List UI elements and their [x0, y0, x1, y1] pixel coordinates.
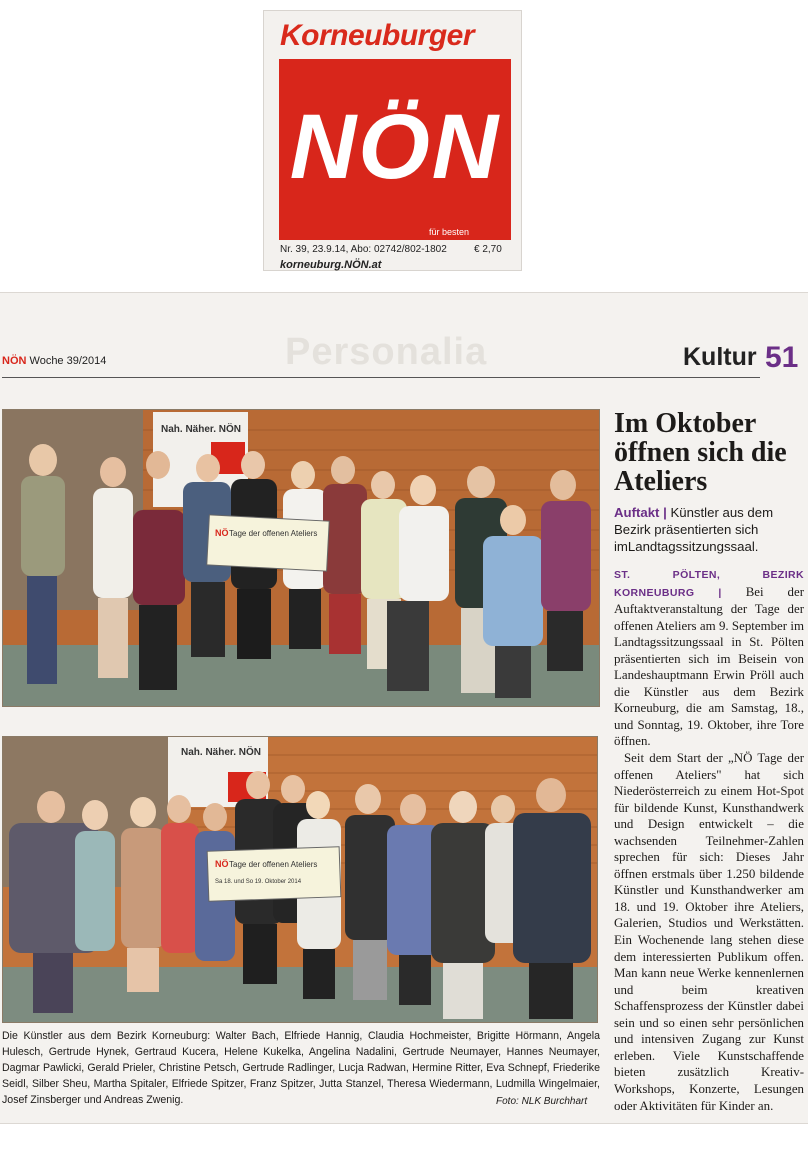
masthead-title: Korneuburger: [280, 19, 475, 52]
banner-text-1: Nah. Näher. NÖN: [161, 424, 242, 435]
body-paragraph-1-text: Bei der Auftaktveranstaltung der Tage der offenen Ateliers am 9. September im Landtagssitzungssaal in St. Pölten präsentierten sich im Beisein von Landeshauptmann Erwin Pröll auch die Künstler aus dem Bezirk Korneuburg, die am Samstag, 18., und Sonntag, 19. Oktober, ihre Tore öffnen.: [614, 584, 804, 749]
masthead-clipping: [263, 10, 522, 271]
article-title: Im Oktober öffnen sich die Ateliers: [614, 408, 787, 497]
issue-info: Nr. 39, 23.9.14, Abo: 02742/802-1802: [280, 244, 447, 255]
check-brand-2: NÖ: [215, 859, 229, 869]
page-number: 51: [765, 341, 799, 374]
bleed-through-heading: Personalia: [285, 331, 488, 373]
week-label: Woche 39/2014: [29, 355, 107, 367]
website-url: korneuburg.NÖN.at: [280, 259, 382, 271]
price: € 2,70: [474, 244, 502, 255]
article-column: [614, 409, 804, 1114]
photo-caption: Die Künstler aus dem Bezirk Korneuburg: Walter Bach, Elfriede Hannig, Claudia Hochmeister, Brigitte Hörmann, Angela Hulesch, Gertrude Hynek, Gertraud Kucera, Helene Kukelka, Angelina Nadalini, Gertrude Neumayer, Hannes Neumayer, Dagmar Pawlicki, Gerald Prieler, Christine Petsch, Gertrude Radlinger, Lucja Radwan, Hermine Ritter, Eva Schnepf, Friederike Seidl, Silber Sheu, Martha Spitaler, Elfriede Spitzer, Franz Spitzer, Jutta Stanzel, Theresa Wiedermann, Ludmilla Wingelmaier, Josef Zinsberger und Andreas Zwenig.: [2, 1030, 600, 1106]
group-photo-1: [2, 409, 600, 707]
banner-text-2: Nah. Näher. NÖN: [181, 747, 262, 758]
lead-text: Künstler aus dem Bezirk präsentierten sich imLandtagssitzungssaal.: [614, 505, 774, 554]
check-subtitle-2: Sa 18. und So 19. Oktober 2014: [215, 879, 302, 885]
article-body: [614, 566, 804, 1114]
masthead-slogan: für besten: [429, 227, 470, 237]
check-title-1: Tage der offenen Ateliers: [229, 529, 318, 538]
group-photo-2: [2, 736, 598, 1023]
article-lead: [614, 504, 804, 555]
noen-logo-text: NÖN: [289, 96, 501, 198]
body-paragraph-1: [614, 566, 804, 750]
group-photo-2-image: [3, 737, 598, 1023]
article-clipping: [0, 292, 808, 1124]
page-header-brand: [2, 355, 106, 367]
section-title: Kultur: [683, 343, 757, 371]
check-brand-1: NÖ: [215, 528, 229, 538]
lead-kicker: Auftakt |: [614, 505, 667, 520]
dateline: ST. PÖLTEN, BEZIRK KORNEUBURG |: [614, 569, 804, 599]
body-paragraph-2: Seit dem Start der „NÖ Tage der offenen Ateliers" hat sich Niederösterreich zu einem Hot-Spot für bildende Kunst, Kunsthandwerk und Design entwickelt – die wachsenden Teilnehmer-Zahlen sprechen für sich: Dieses Jahr öffnen erstmals über 1.250 bildende Künstler und Kunsthandwerker am 18. und 19. Oktober ihre Ateliers, Galerien, Studios und Werkstätten. Ein Wochenende lang stehen diese dem interessierten Publikum offen. Man kann neue Werke kennenlernen und beim kreativen Schaffensprozess der Künstler dabei sein und so einen sehr persönlichen und intensiven Zugang zur Kunst erleben. Viele Kunstschaffende bieten zusätzlich Kreativ-Workshops, Konzerte, Lesungen oder Aktivitäten für Kinder an.: [614, 751, 804, 1113]
group-photo-1-image: [3, 410, 600, 707]
header-rule: [2, 377, 760, 378]
check-title-2: Tage der offenen Ateliers: [229, 860, 318, 869]
brand-label: NÖN: [2, 355, 27, 367]
photo-credit: Foto: NLK Burchhart: [496, 1096, 588, 1107]
noen-logo: [279, 59, 511, 240]
